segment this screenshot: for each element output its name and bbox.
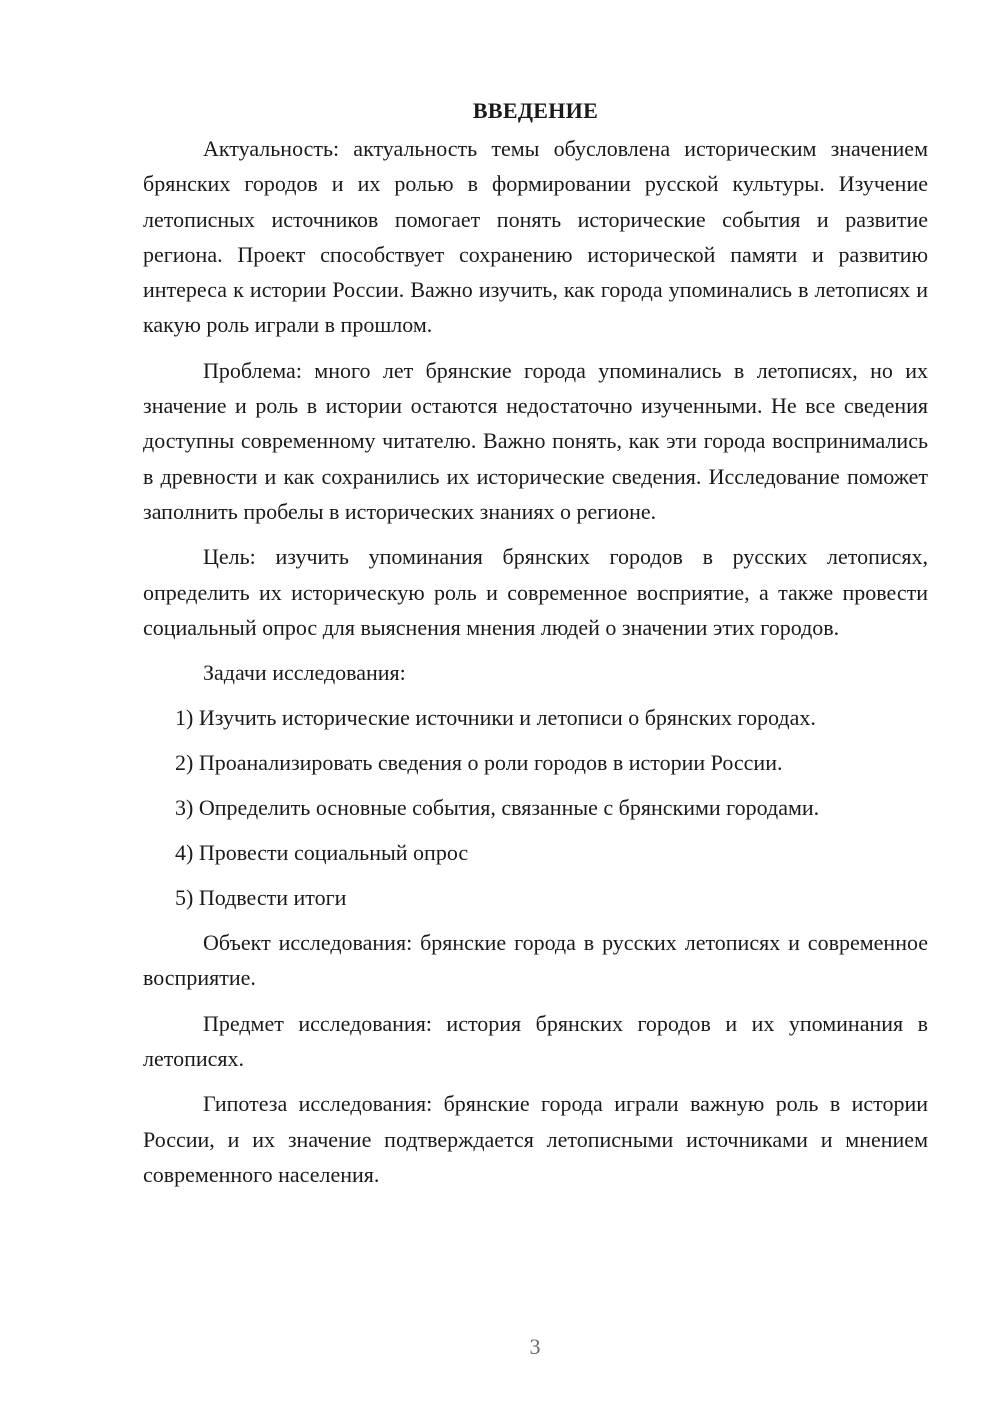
tasks-heading: Задачи исследования:: [203, 660, 406, 686]
list-item: 5) Подвести итоги: [175, 885, 347, 911]
paragraph-subject: Предмет исследования: история брянских городов и их упоминания в летописях.: [143, 1010, 928, 1072]
page-number: 3: [529, 1334, 541, 1359]
paragraph-problem: Проблема: много лет брянские города упоминались в летописях, но их значение и роль в истории остаются недостаточно изученными. Не все сведения доступны современному читателю. Важно понять, как эти города воспринимались в древности и как сохранились их исторические сведения. Исследование поможет заполнить пробелы в исторических знаниях о регионе.: [143, 357, 928, 524]
list-item: 4) Провести социальный опрос: [175, 840, 469, 866]
list-item: 3) Определить основные события, связанные с брянскими городами.: [175, 795, 820, 821]
list-item: 2) Проанализировать сведения о роли городов в истории России.: [175, 750, 783, 776]
paragraph-object: Объект исследования: брянские города в русских летописях и современное восприятие.: [143, 930, 928, 991]
document-page: [143, 96, 928, 1202]
paragraph-relevance: Актуальность: актуальность темы обусловлена историческим значением брянских городов и их ролью в формировании русской культуры. Изучение летописных источников помогает понять исторические события и развитие региона. Проект способствует сохранению исторической памяти и развитию интереса к истории России. Важно изучить, как города упоминались в летописях и какую роль играли в прошлом.: [143, 136, 928, 338]
page-title: ВВЕДЕНИЕ: [472, 98, 599, 123]
list-item: 1) Изучить исторические источники и летописи о брянских городах.: [175, 705, 816, 731]
tasks-list: [143, 700, 928, 915]
paragraph-goal: Цель: изучить упоминания брянских городов в русских летописях, определить их историческую роль и современное восприятие, а также провести социальный опрос для выяснения мнения людей о значении этих городов.: [143, 544, 928, 640]
paragraph-hypothesis: Гипотеза исследования: брянские города играли важную роль в истории России, и их значение подтверждается летописными источниками и мнением современного населения.: [143, 1091, 928, 1187]
